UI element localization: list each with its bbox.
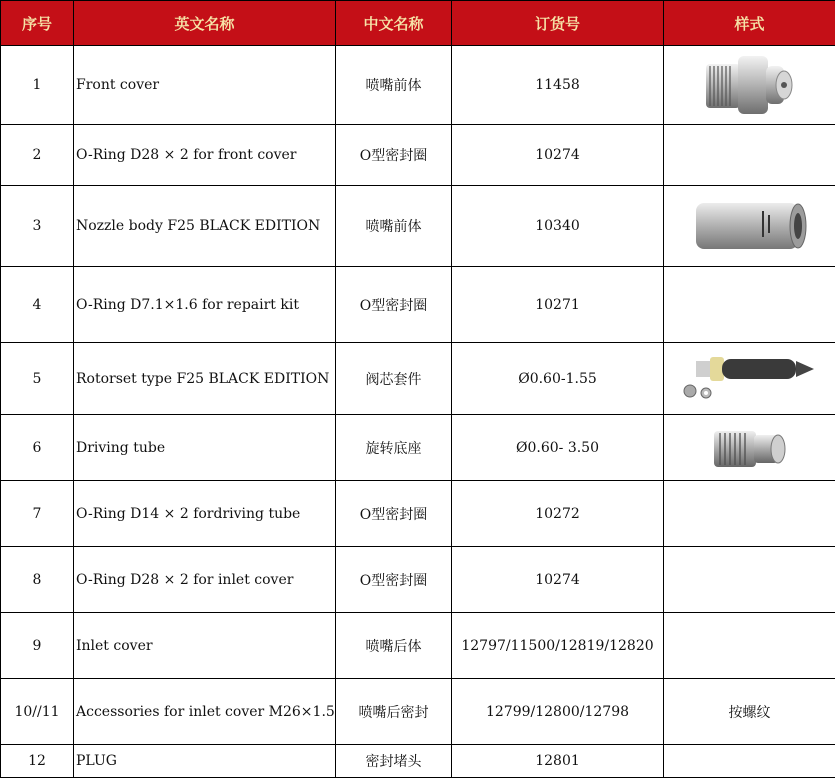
row-style-cell: [664, 481, 835, 547]
row-english-name: Nozzle body F25 BLACK EDITION: [74, 186, 336, 267]
table-row: [1, 343, 835, 415]
row-order-number: 12801: [452, 745, 664, 778]
header-row: [1, 1, 835, 46]
row-style-cell: [664, 125, 835, 186]
row-english-name: Front cover: [74, 46, 336, 125]
row-chinese-name: O型密封圈: [336, 125, 452, 186]
rotorset-photo: [680, 349, 820, 409]
row-no: 7: [1, 481, 74, 547]
row-order-number: 12797/11500/12819/12820: [452, 613, 664, 679]
row-english-name: O-Ring D28 × 2 for front cover: [74, 125, 336, 186]
row-order-number: 10274: [452, 125, 664, 186]
row-style-cell: [664, 186, 835, 267]
row-english-name: O-Ring D14 × 2 fordriving tube: [74, 481, 336, 547]
row-no: 12: [1, 745, 74, 778]
table-row: [1, 613, 835, 679]
table-row: [1, 415, 835, 481]
row-english-name: PLUG: [74, 745, 336, 778]
table-row: [1, 679, 835, 745]
row-english-name: O-Ring D7.1×1.6 for repairt kit: [74, 267, 336, 343]
row-english-name: Rotorset type F25 BLACK EDITION: [74, 343, 336, 415]
row-order-number: 10271: [452, 267, 664, 343]
header-no: 序号: [1, 1, 74, 46]
row-chinese-name: 喷嘴后密封: [336, 679, 452, 745]
row-no: 3: [1, 186, 74, 267]
row-no: 2: [1, 125, 74, 186]
row-no: 8: [1, 547, 74, 613]
row-order-number: Ø0.60-1.55: [452, 343, 664, 415]
row-style-cell: [664, 745, 835, 778]
table-row: [1, 547, 835, 613]
row-chinese-name: 喷嘴后体: [336, 613, 452, 679]
row-english-name: Driving tube: [74, 415, 336, 481]
nozzle-body-photo: [692, 197, 808, 255]
row-order-number: 11458: [452, 46, 664, 125]
row-style-cell: [664, 613, 835, 679]
driving-tube-photo: [710, 421, 790, 475]
row-no: 1: [1, 46, 74, 125]
row-order-number: Ø0.60- 3.50: [452, 415, 664, 481]
row-english-name: Inlet cover: [74, 613, 336, 679]
table-row: [1, 125, 835, 186]
row-chinese-name: 旋转底座: [336, 415, 452, 481]
header-style: 样式: [664, 1, 835, 46]
row-no: 9: [1, 613, 74, 679]
row-style-cell: [664, 415, 835, 481]
table-row: [1, 745, 835, 778]
row-no: 6: [1, 415, 74, 481]
front-cover-photo: [700, 52, 800, 118]
row-chinese-name: 喷嘴前体: [336, 46, 452, 125]
row-style-cell: [664, 46, 835, 125]
row-no: 4: [1, 267, 74, 343]
row-style-cell: [664, 343, 835, 415]
row-chinese-name: 阀芯套件: [336, 343, 452, 415]
row-english-name: Accessories for inlet cover M26×1.5: [74, 679, 336, 745]
table-row: [1, 481, 835, 547]
row-chinese-name: 密封堵头: [336, 745, 452, 778]
table-row: [1, 267, 835, 343]
row-order-number: 12799/12800/12798: [452, 679, 664, 745]
table-row: [1, 186, 835, 267]
row-style-cell: 按螺纹: [664, 679, 835, 745]
row-order-number: 10272: [452, 481, 664, 547]
row-order-number: 10340: [452, 186, 664, 267]
table-row: [1, 46, 835, 125]
row-no: 5: [1, 343, 74, 415]
row-style-cell: [664, 547, 835, 613]
header-order-number: 订货号: [452, 1, 664, 46]
row-style-cell: [664, 267, 835, 343]
header-english-name: 英文名称: [74, 1, 336, 46]
row-chinese-name: 喷嘴前体: [336, 186, 452, 267]
row-chinese-name: O型密封圈: [336, 547, 452, 613]
row-english-name: O-Ring D28 × 2 for inlet cover: [74, 547, 336, 613]
header-chinese-name: 中文名称: [336, 1, 452, 46]
row-chinese-name: O型密封圈: [336, 481, 452, 547]
row-no: 10//11: [1, 679, 74, 745]
row-order-number: 10274: [452, 547, 664, 613]
row-chinese-name: O型密封圈: [336, 267, 452, 343]
